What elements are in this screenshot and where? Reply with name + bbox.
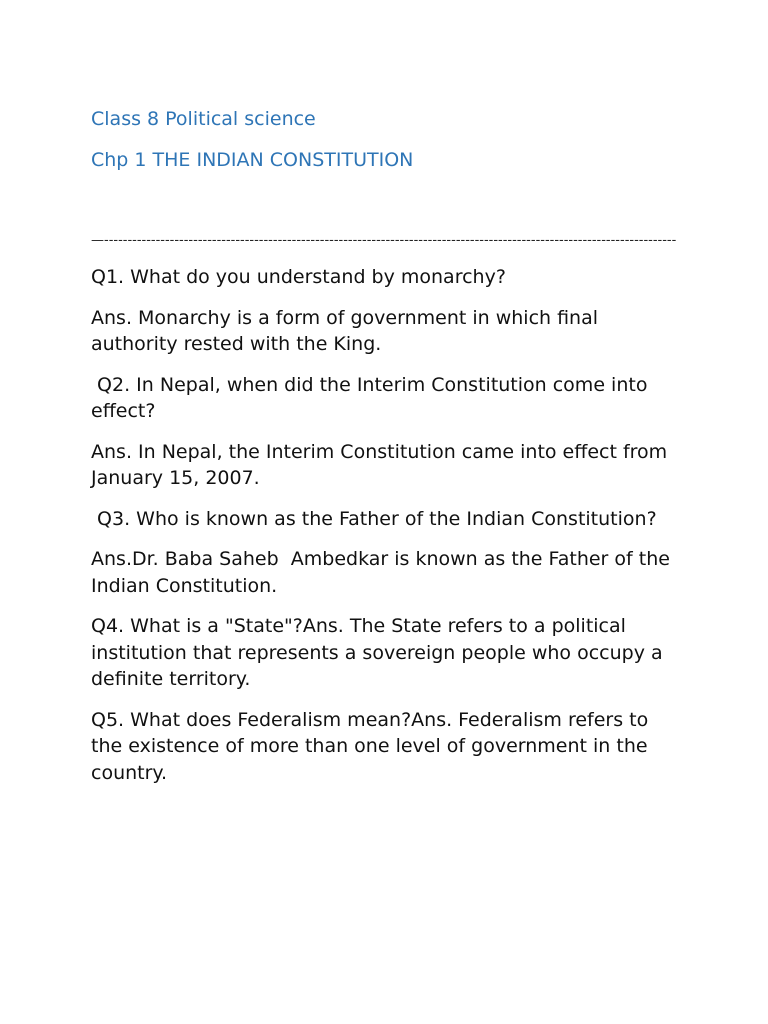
divider-line: —-------------------------------------------------------------------------------------------------------------------------- — [91, 233, 677, 248]
question-answer-5: Q5. What does Federalism mean?Ans. Federalism refers to the existence of more than one level of government in the country. — [91, 708, 655, 784]
document-content — [91, 106, 683, 800]
document-title: Class 8 Political science — [91, 108, 316, 130]
answer-1: Ans. Monarchy is a form of government in which final authority rested with the King. — [91, 306, 605, 355]
question-answer-4: Q4. What is a "State"?Ans. The State refers to a political institution that represents a sovereign people who occupy a definite territory. — [91, 615, 669, 690]
answer-3: Ans.Dr. Baba Saheb Ambedkar is known as the Father of the Indian Constitution. — [91, 548, 676, 597]
chapter-heading: Chp 1 THE INDIAN CONSTITUTION — [91, 149, 414, 171]
question-1: Q1. What do you understand by monarchy? — [91, 266, 506, 288]
answer-2: Ans. In Nepal, the Interim Constitution came into effect from January 15, 2007. — [91, 440, 674, 489]
question-3: Q3. Who is known as the Father of the Indian Constitution? — [91, 507, 657, 530]
question-2: Q2. In Nepal, when did the Interim Constitution come into effect? — [91, 373, 654, 422]
